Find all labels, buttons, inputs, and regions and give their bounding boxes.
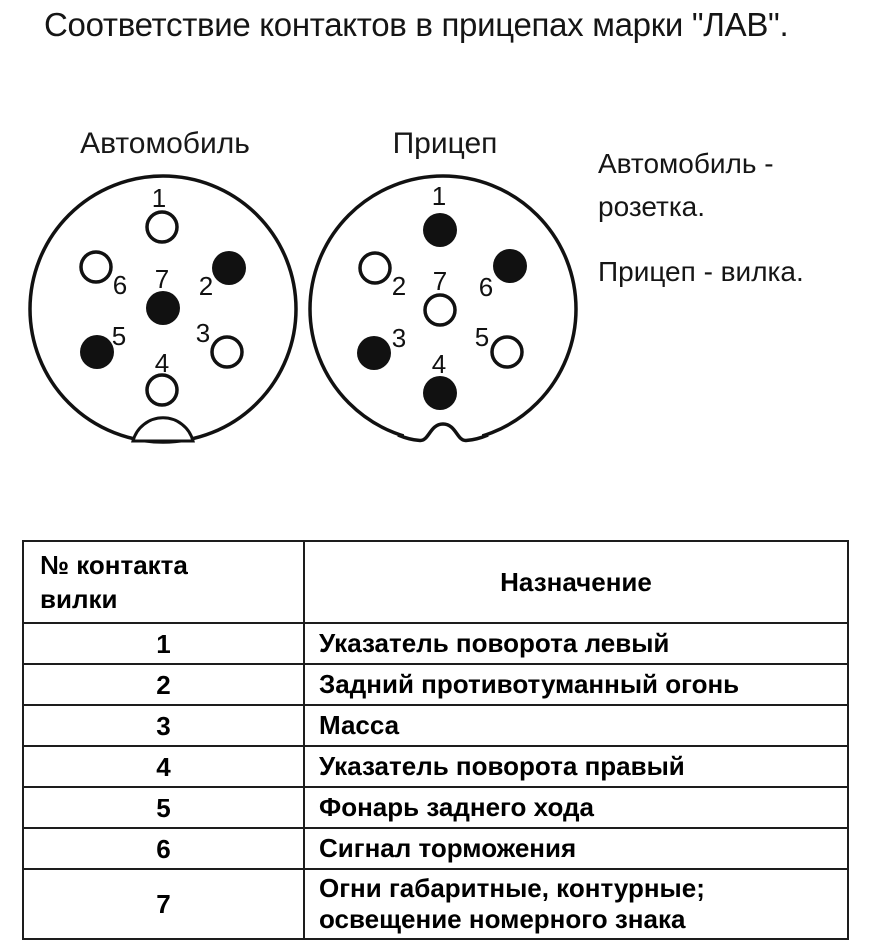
pin-number-label: 3 (195, 318, 211, 348)
pin-7-filled (146, 291, 180, 325)
pin-number-label: 5 (111, 321, 127, 351)
notes-block (598, 142, 854, 315)
pin-number-cell: 7 (23, 869, 304, 939)
pin-7-open (425, 295, 455, 325)
pin-number-label: 1 (431, 181, 447, 211)
purpose-cell: Фонарь заднего хода (304, 787, 848, 828)
purpose-cell: Указатель поворота левый (304, 623, 848, 664)
table-row (23, 869, 848, 939)
pin-number-cell: 3 (23, 705, 304, 746)
pin-number-label: 5 (474, 322, 490, 352)
pin-number-label: 4 (431, 349, 447, 379)
pin-6-open (81, 252, 111, 282)
pin-2-open (360, 253, 390, 283)
pin-1-open (147, 212, 177, 242)
pin-number-cell: 2 (23, 664, 304, 705)
pin-number-label: 7 (154, 264, 170, 294)
pin-number-label: 1 (151, 183, 167, 213)
header-pin-number: № контакта вилки (23, 541, 304, 623)
pin-4-open (147, 375, 177, 405)
connector-label-trailer: Прицеп (392, 127, 498, 160)
table-row (23, 828, 848, 869)
pin-5-open (492, 337, 522, 367)
table-row (23, 746, 848, 787)
pin-3-open (212, 337, 242, 367)
page-title: Соответствие контактов в прицепах марки "ЛАВ". (44, 6, 789, 43)
connector-figure-trailer (300, 126, 590, 460)
pin-number-label: 7 (432, 266, 448, 296)
pin-3-filled (357, 336, 391, 370)
pin-number-cell: 5 (23, 787, 304, 828)
pin-number-cell: 4 (23, 746, 304, 787)
pin-5-filled (80, 335, 114, 369)
pin-6-filled (493, 249, 527, 283)
purpose-cell: Огни габаритные, контурные; освещение номерного знака (304, 869, 848, 939)
table-row (23, 787, 848, 828)
pin-number-cell: 6 (23, 828, 304, 869)
keyway-mask (404, 423, 482, 451)
table-row (23, 705, 848, 746)
pin-number-label: 6 (478, 272, 494, 302)
note-car-socket: Автомобиль - розетка. (598, 148, 774, 222)
connector-diagram-car (20, 165, 310, 460)
connector-diagram-trailer (300, 165, 590, 460)
pin-number-label: 4 (154, 348, 170, 378)
pin-number-label: 6 (112, 270, 128, 300)
pin-number-label: 3 (391, 323, 407, 353)
table-row (23, 664, 848, 705)
purpose-cell: Сигнал торможения (304, 828, 848, 869)
pin-number-cell: 1 (23, 623, 304, 664)
purpose-cell: Задний противотуманный огонь (304, 664, 848, 705)
pin-2-filled (212, 251, 246, 285)
purpose-cell: Указатель поворота правый (304, 746, 848, 787)
pinout-table-head (23, 541, 848, 623)
pin-number-label: 2 (198, 271, 214, 301)
pinout-table-body (23, 623, 848, 939)
pin-4-filled (423, 376, 457, 410)
table-row (23, 623, 848, 664)
pinout-table (22, 540, 849, 940)
pin-number-label: 2 (391, 271, 407, 301)
pin-1-filled (423, 213, 457, 247)
connector-figure-car (20, 126, 310, 460)
header-purpose: Назначение (304, 541, 848, 623)
purpose-cell: Масса (304, 705, 848, 746)
note-trailer-plug: Прицеп - вилка. (598, 256, 804, 287)
connector-label-car: Автомобиль (80, 127, 250, 160)
table-header-row (23, 541, 848, 623)
